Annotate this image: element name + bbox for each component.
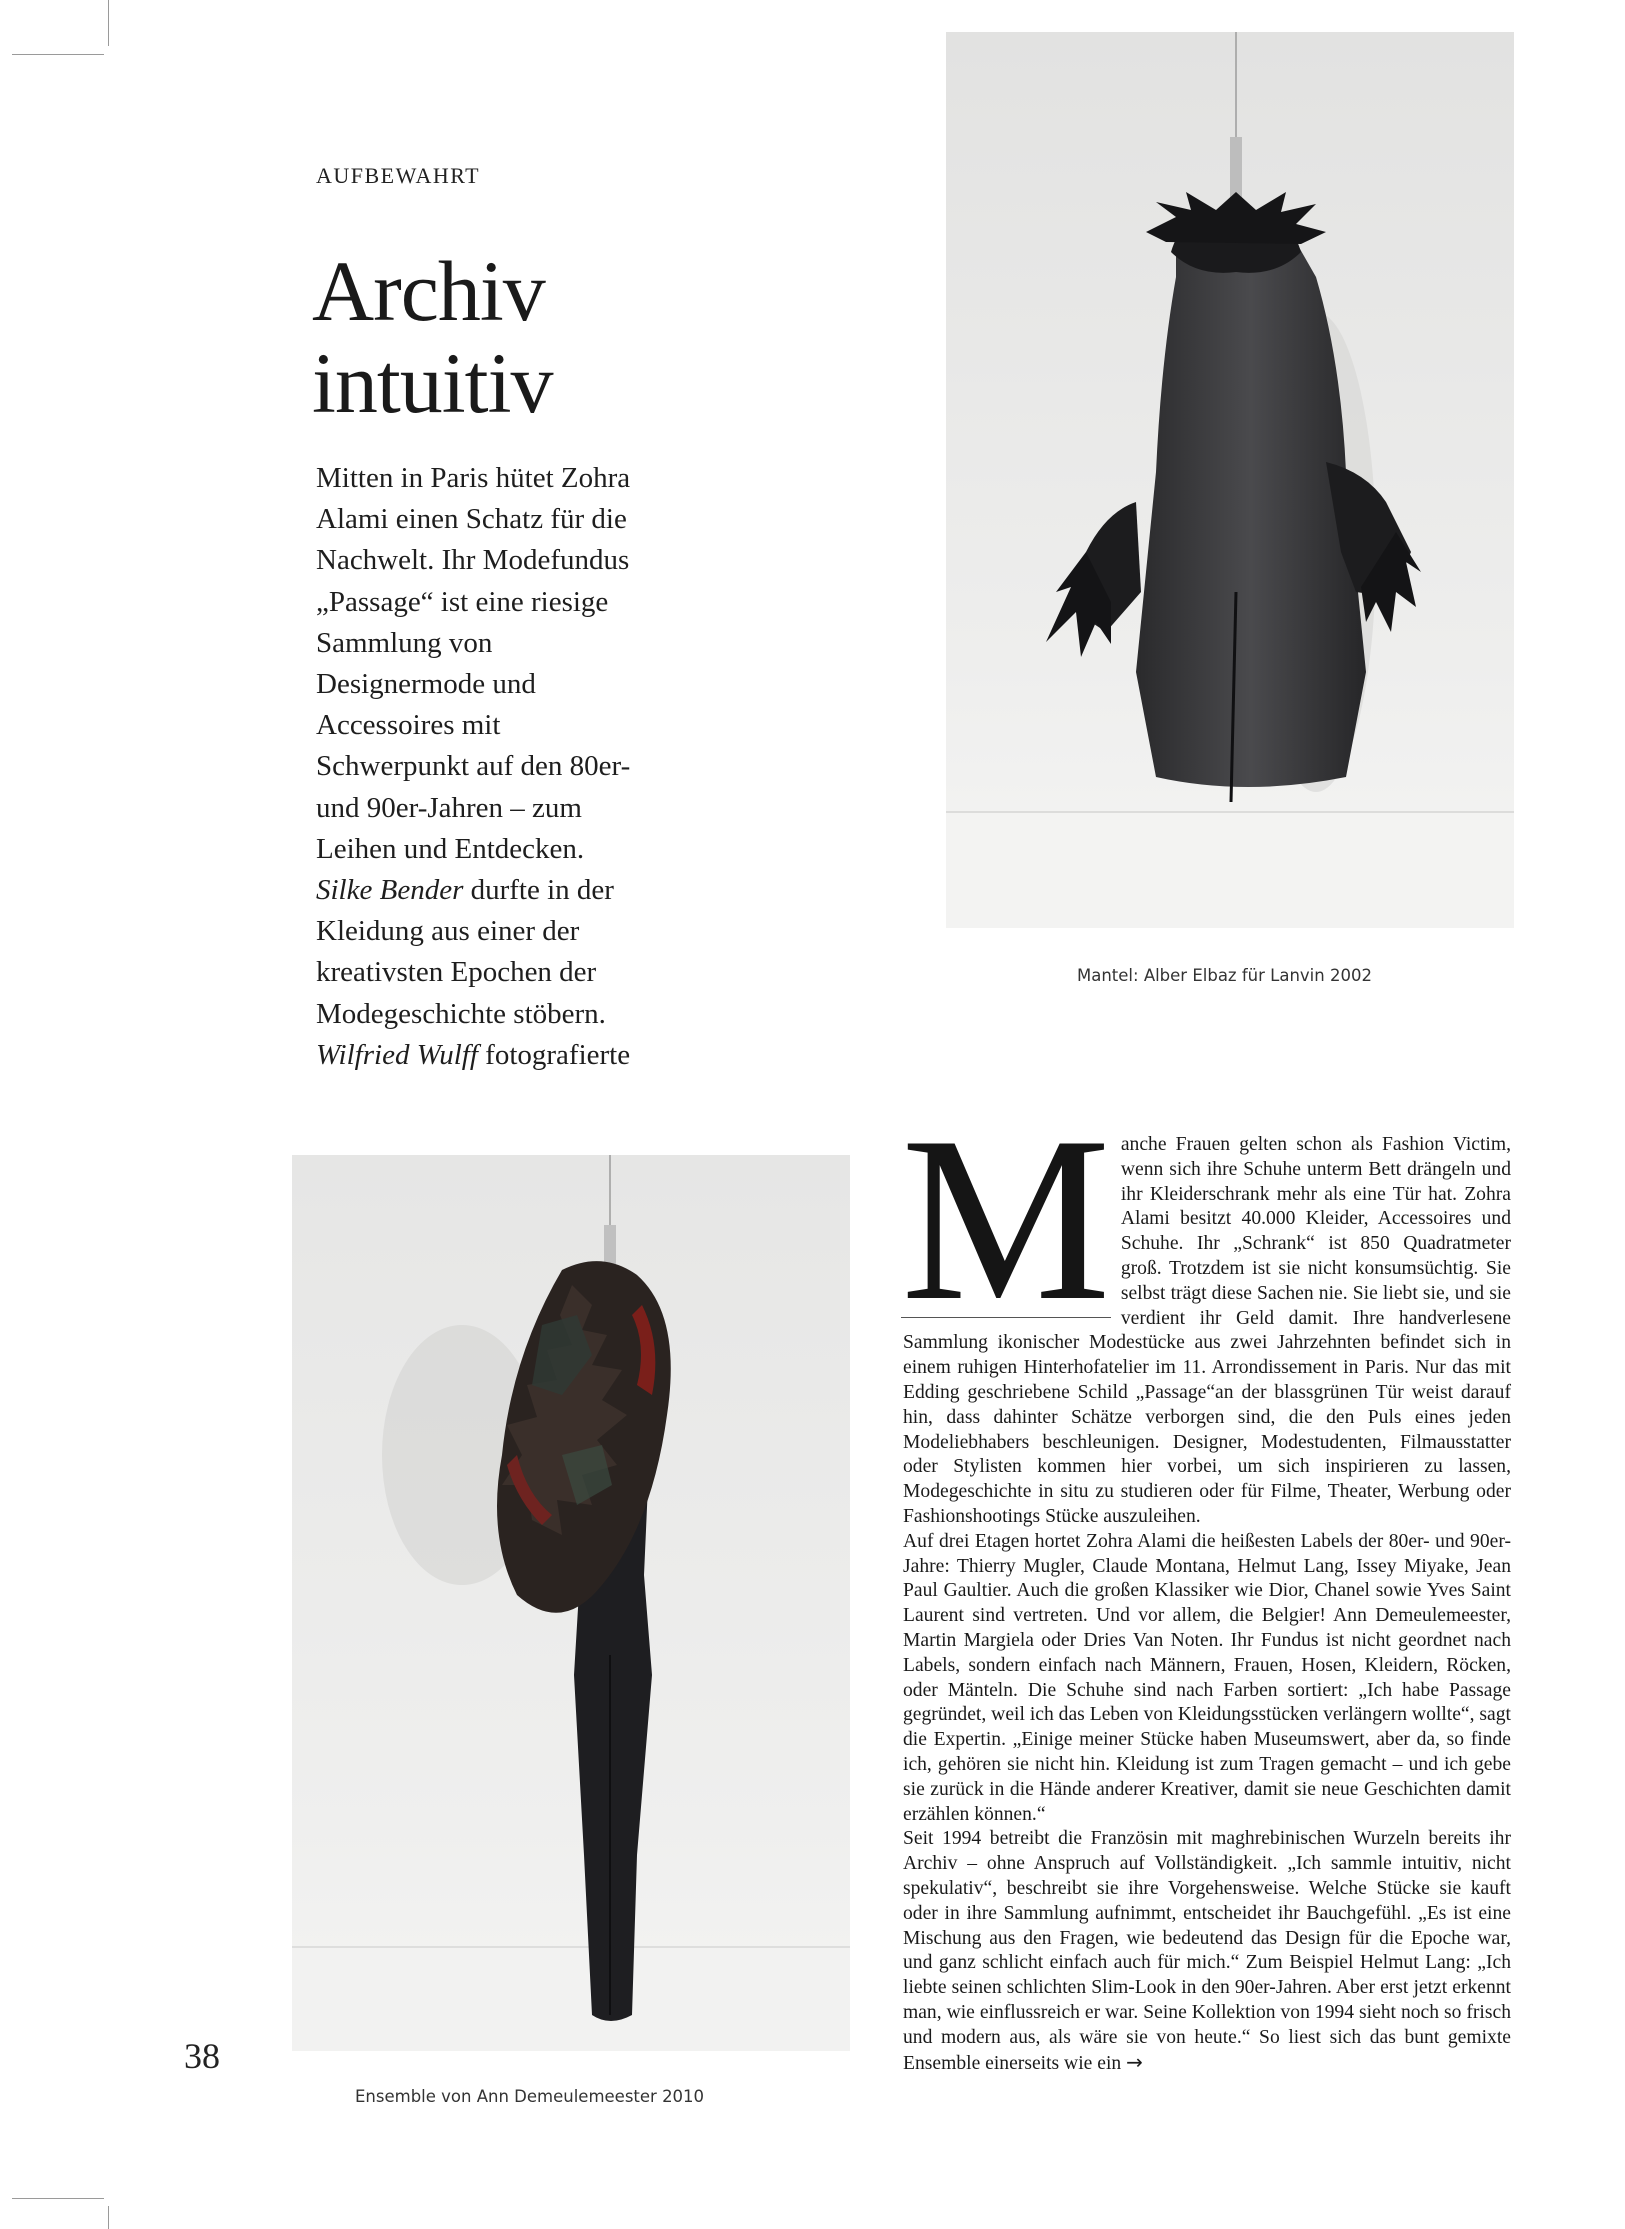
article-paragraph-1-text: anche Frauen gelten schon als Fashion Victim, wenn sich ihre Schuhe unterm Bett drängeln und ihr Kleiderschrank mehr als eine Tür hat. Zohra Alami besitzt 40.000 Kleider, Accessoires und Schuhe. Ihr „Schrank“ ist 850 Quadratmeter groß. Trotzdem ist sie nicht konsumsüchtig. Sie selbst trägt diese Sachen nie. Sie liebt sie, und sie verdient ihr Geld damit. Ihre handverlesene Sammlung ikonischer Modestücke aus zwei Jahrzehnten befindet sich in einem ruhigen Hinterhofatelier im 11. Arrondissement in Paris. Nur das mit Edding geschriebene Schild „Passage“an der blassgrünen Tür weist darauf hin, dass dahinter Schätze verborgen sind, die den Puls eines jeden Modeliebhabers beschleunigen. Designer, Modestudenten, Filmausstatter oder Stylisten kommen hier vorbei, um sich inspirieren zu lassen, Modegeschichte in situ zu studieren oder für Filme, Theater, Werbung oder Fashionshootings Stücke auszuleihen. <box>903 1134 1511 1527</box>
intro-teaser <box>316 458 636 1076</box>
page-number: 38 <box>184 2036 220 2076</box>
headline-line-2: intuitiv <box>312 335 553 431</box>
headline <box>312 245 552 429</box>
article-paragraph-3 <box>903 1827 1511 2077</box>
ensemble-photo <box>292 1155 850 2051</box>
article-body <box>901 1089 1511 2077</box>
article-paragraph-2: Auf drei Etagen hortet Zohra Alami die heißesten Labels der 80er- und 90er-Jahre: Thierry Mugler, Claude Montana, Helmut Lang, Issey Miyake, Jean Paul Gaultier. Auch die großen Klassiker wie Dior, Chanel sowie Yves Saint Laurent sind vertreten. Und vor allem, die Belgier! Ann Demeulemeester, Martin Margiela oder Dries Van Noten. Ihr Fundus ist nicht geordnet nach Labels, sondern einfach nach Männern, Frauen, Hosen, Kleidern, Röcken, oder Mänteln. Die Schuhe sind nach Farben sortiert: „Ich habe Passage gegründet, weil ich das Leben von Kleidungsstücken verlängern wollte“, sagt die Expertin. „Einige meiner Stücke haben Museumswert, aber da, so finde ich, gehören sie nicht hin. Kleidung ist zum Tragen gemacht – und ich gebe sie zurück in die Hände anderer Kreativer, damit sie neue Geschichten damit erzählen können.“ <box>903 1530 1511 1825</box>
ensemble-caption: Ensemble von Ann Demeulemeester 2010 <box>355 2087 705 2106</box>
intro-text-3: fotografierte <box>485 1038 631 1071</box>
intro-author: Silke Bender <box>316 874 464 907</box>
intro-text-2: durfte in der Kleidung aus einer der kreativsten Epochen der Modegeschichte stöbern. <box>316 874 614 1030</box>
article-paragraph-3-text: Seit 1994 betreibt die Französin mit maghrebinischen Wurzeln bereits ihr Archiv – ohne Anspruch auf Vollständigkeit. „Ich sammle intuitiv, nicht spekulativ“, beschreibt sie ihre Vorgehensweise. Welche Stücke sie kauft oder in ihre Sammlung aufnimmt, entscheidet ihr Bauchgefühl. „Es ist eine Mischung aus den Fragen, wie bedeutend das Design für die Epoche war, und ganz schlicht einfach auch für mich.“ Zum Beispiel Helmut Lang: „Ich liebte seinen schlichten Slim-Look in den 90er-Jahren. Aber erst jetzt erkennt man, wie einflussreich er war. Seine Kollektion von 1994 sieht noch so frisch und modern aus, als wäre sie von heute.“ So liest sich das bunt gemixte Ensemble einerseits wie ein <box>903 1828 1511 2075</box>
crop-mark-bottom-vertical <box>108 2206 109 2229</box>
coat-caption: Mantel: Alber Elbaz für Lanvin 2002 <box>1077 966 1372 985</box>
section-kicker: AUFBEWAHRT <box>316 163 481 188</box>
continue-arrow-icon: → <box>1126 2050 1143 2075</box>
coat-photo <box>946 32 1514 928</box>
crop-mark-top-vertical <box>108 0 109 46</box>
intro-photographer: Wilfried Wulff <box>316 1038 478 1071</box>
article-paragraph-1 <box>901 1089 1511 1530</box>
crop-mark-top-horizontal <box>12 54 104 55</box>
crop-mark-bottom-horizontal <box>12 2198 104 2199</box>
intro-text-1: Mitten in Paris hütet Zohra Alami einen Schatz für die Nachwelt. Ihr Modefundus „Passage“ ist eine riesige Sammlung von Designermode und Accessoires mit Schwerpunkt auf den 80er- und 90er-Jahren – zum Leihen und Entdecken. <box>316 462 631 865</box>
drop-cap: M <box>901 1089 1111 1350</box>
headline-line-1: Archiv <box>312 243 545 339</box>
